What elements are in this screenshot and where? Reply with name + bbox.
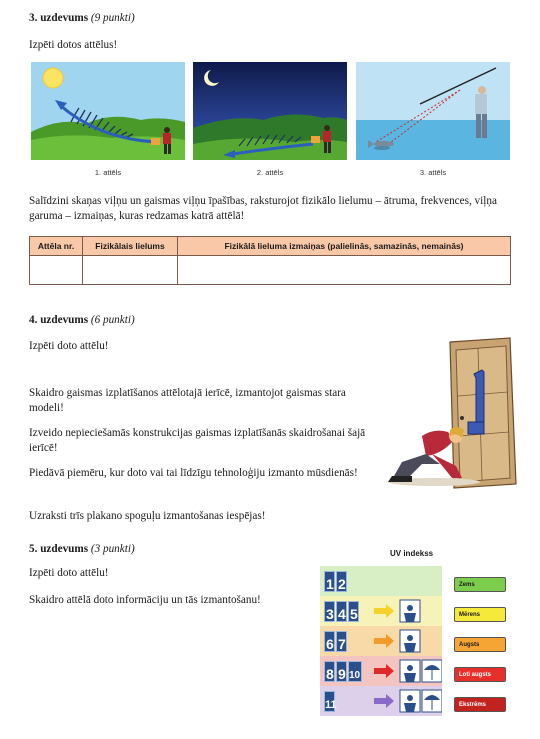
task4-p2: Izveido nepieciešamās konstrukcijas gaismas izplatīšanās skaidrošanai šajā ierīcē! [29, 427, 366, 454]
figure-3-spear-fishing [356, 62, 510, 160]
uv-index-title: UV indekss [390, 549, 434, 558]
uv-number: 5 [350, 606, 358, 622]
uv-index-chart [320, 566, 510, 716]
task3-title: 3. uzdevums [29, 12, 89, 24]
uv-number: 1 [326, 576, 334, 592]
uv-number: 9 [338, 666, 346, 682]
uv-number: 3 [326, 606, 334, 622]
uv-level-extreme: Ekstrēms [454, 697, 506, 712]
arrow-icon [374, 664, 394, 678]
task4-p1: Skaidro gaismas izplatīšanos attēlotajā ierīcē, izmantojot gaismas stara modeli! [29, 387, 346, 414]
arrow-icon [374, 634, 394, 648]
table-row [30, 256, 511, 285]
task4-points: (6 punkti) [90, 314, 135, 326]
uv-level-high: Augsts [454, 637, 506, 652]
uv-protection-icons [370, 596, 442, 716]
task5-points: (3 punkti) [90, 543, 135, 555]
task4-p3: Piedāvā piemēru, kur doto vai tai līdzīgu tehnoloģiju izmanto mūsdienās! [29, 467, 358, 479]
figure-1-caption: 1. attēls [94, 168, 122, 177]
task3-points: (9 punkti) [90, 12, 135, 24]
uv-number: 8 [326, 666, 334, 682]
answer-cell-change[interactable] [178, 256, 511, 285]
task5-heading [29, 543, 135, 555]
table-header-quantity: Fizikālais lielums [83, 237, 178, 256]
task4-heading [29, 314, 135, 326]
answer-cell-quantity[interactable] [83, 256, 178, 285]
table-header-figure: Attēla nr. [30, 237, 83, 256]
task3-intro: Izpēti dotos attēlus! [29, 39, 118, 51]
task5-intro: Izpēti doto attēlu! [29, 567, 109, 579]
uv-number: 11 [325, 699, 337, 711]
table-header-change: Fizikālā lieluma izmaiņas (palielinās, samazinās, nemainās) [178, 237, 511, 256]
figure-periscope-door [382, 336, 520, 496]
answer-cell-figure[interactable] [30, 256, 83, 285]
uv-number: 10 [349, 670, 361, 681]
uv-number: 7 [338, 636, 346, 652]
arrow-icon [374, 694, 394, 708]
task5-title: 5. uzdevums [29, 543, 89, 555]
uv-level-moderate: Mērens [454, 607, 506, 622]
uv-number: 2 [338, 576, 346, 592]
figure-3-caption: 3. attēls [419, 168, 447, 177]
task5-p1: Skaidro attēlā doto informāciju un tās izmantošanu! [29, 594, 261, 606]
uv-number: 4 [338, 606, 346, 622]
task3-paragraph: Salīdzini skaņas viļņu un gaismas viļņu īpašības, raksturojot fizikālo lielumu – ātruma, frekvences, viļņa garuma – izmaiņas, kuras redzamas katrā attēlā! [29, 195, 497, 222]
uv-number: 6 [326, 636, 334, 652]
figure-2-night-waves [193, 62, 347, 160]
task3-answer-table [29, 236, 511, 285]
figure-1-sun-waves [31, 62, 185, 160]
task4-title: 4. uzdevums [29, 314, 89, 326]
task3-heading [29, 12, 135, 24]
task4-p4: Uzraksti trīs plakano spoguļu izmantošanas iespējas! [29, 510, 266, 522]
uv-level-very-high: Loti augsts [454, 667, 506, 682]
figure-2-caption: 2. attēls [256, 168, 284, 177]
task4-intro: Izpēti doto attēlu! [29, 340, 109, 352]
uv-level-low: Zems [454, 577, 506, 592]
arrow-icon [374, 604, 394, 618]
